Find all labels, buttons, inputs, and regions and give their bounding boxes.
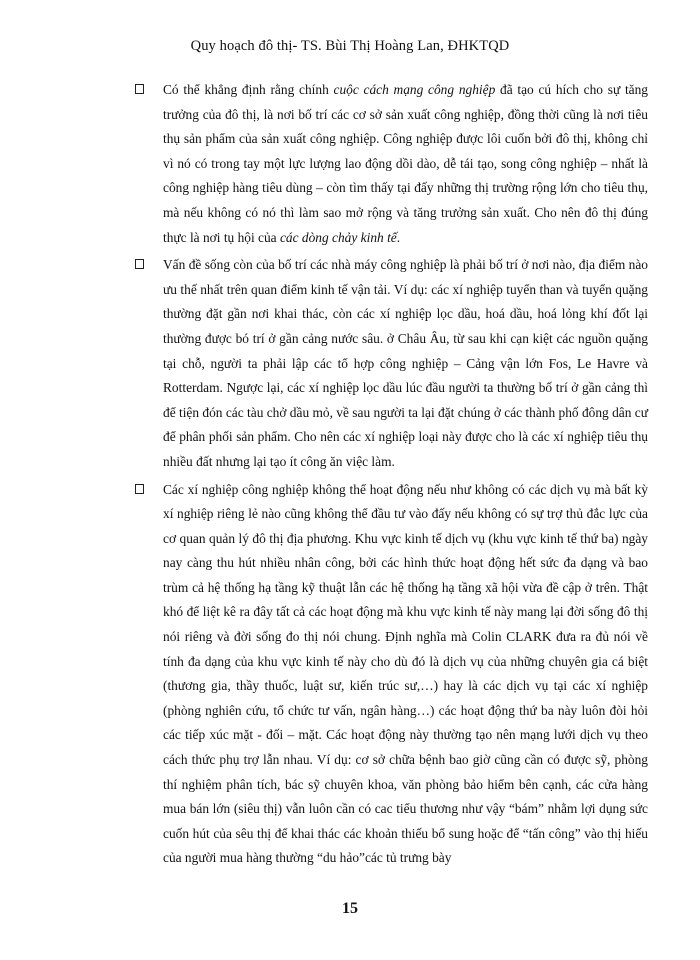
paragraph-text: Có thể khẳng định rằng chính	[163, 82, 334, 97]
bullet-item-3	[136, 478, 648, 872]
paragraph-industrial-revolution	[163, 78, 648, 250]
italic-phrase: các dòng chảy kinh tế	[279, 229, 397, 245]
paragraph-factory-location: Vấn đề sống còn của bố trí các nhà máy công nghiệp là phải bố trí ở nơi nào, địa điểm nào ưu thế nhất trên quan điểm kinh tế vận tải. Ví dụ: các xí nghiệp tuyển than và tuyển quặng thường đặt gần nơi khai thác, còn các xí nghiệp lọc dầu, hoá dầu, hoá lỏng khí đốt lại thường được bó trí ở gần cảng nước sâu. ở Châu Âu, từ sau khi cạn kiệt các nguồn quặng tại chỗ, người ta phải lập các tổ hợp công nghiệp – Cảng vận lớn Fos, Le Havre và Rotterdam. Ngược lại, các xí nghiệp lọc dầu lúc đầu người ta thường bố trí ở gần cảng thì để tiện đón các tàu chở dầu mỏ, về sau người ta lại đặt chúng ở các thành phố đông dân cư để phân phối sản phẩm. Cho nên các xí nghiệp loại này được cho là các xí nghiệp tiêu thụ nhiều đất nhưng lại tạo ít công ăn việc làm.	[163, 257, 648, 469]
checkbox-bullet-icon	[135, 484, 144, 494]
paragraph-text: .	[396, 229, 401, 245]
page-number: 15	[342, 900, 358, 917]
document-body	[136, 78, 648, 874]
checkbox-bullet-icon	[135, 259, 144, 269]
paragraph-services-sector: Các xí nghiệp công nghiệp không thể hoạt động nếu như không có các dịch vụ mà bất kỳ xí nghiệp riêng lẻ nào cũng không thể đầu tư vào đấy nếu không có sự trợ thủ đắc lực của cơ quan quản lý đô thị địa phương. Khu vực kinh tế dịch vụ (khu vực kinh tế thứ ba) ngày nay càng thu hút nhiều nhân công, bởi các hình thức hoạt động hết sức đa dạng và bao trùm cả hệ thống hạ tầng kỹ thuật lẫn các hệ thống hạ tầng xã hội vừa đề cập ở trên. Thật khó để liệt kê ra đây tất cả các hoạt động mà khu vực kinh tế này mang lại đời sống đô thị nói riêng và đời sống đo thị nói chung. Định nghĩa mà Colin CLARK đưa ra đủ nói về tính đa dạng của khu vực kinh tế này cho dù đó là dịch vụ của những chuyên gia cá biệt (thương gia, thầy thuốc, luật sư, kiến trúc sư,…) hay là các dịch vụ tại các xí nghiệp (phòng nghiên cứu, tổ chức tư vấn, ngân hàng…) các hoạt động thứ ba này luôn đòi hỏi các tiếp xúc mặt - đối – mặt. Các hoạt động này thường tạo nên mạng lưới dịch vụ theo cách thức phụ trợ lẫn nhau. Ví dụ: cơ sở chữa bệnh bao giờ cũng cần có được sỹ, phòng thí nghiệm phân tích, bác sỹ chuyên khoa, văn phòng bảo hiểm bên cạnh, các cửa hàng mua bán lớn (siêu thị) vẫn luôn cần có cac tiểu thương như vậy “bám” nhằm lợi dụng sức cuốn hút của sêu thị để khai thác các khoản thiếu bổ sung hoặc để “tấn công” vào thị hiếu của người mua hàng thường “du hảo”các tủ trưng bày	[163, 481, 648, 866]
italic-phrase: cuộc cách mạng công nghiệp	[333, 82, 496, 97]
bullet-item-1	[136, 78, 648, 250]
checkbox-bullet-icon	[135, 84, 144, 94]
bullet-item-2	[136, 253, 648, 474]
paragraph-text: đã tạo cú hích cho sự tăng trưởng của đô thị, là nơi bố trí các cơ sở sản xuất công nghiệp, đồng thời cũng là nơi tiêu thụ sản phẩm của sản xuất công nghiệp. Công nghiệp được lôi cuốn bởi đô thị, không chỉ vì nó có trong tay một lực lượng lao động dồi dào, dễ tái tạo, song công nghiệp – nhất là công nghiệp hàng tiêu dùng – còn tìm thấy tại đấy những thị trường rộng lớn cho tiêu thụ, mà nếu không có nó thì làm sao mở rộng và tăng trưởng sản xuất. Cho nên đô thị đúng thực là nơi tụ hội của	[163, 82, 648, 245]
running-header: Quy hoạch đô thị- TS. Bùi Thị Hoàng Lan, ĐHKTQD	[190, 38, 510, 54]
